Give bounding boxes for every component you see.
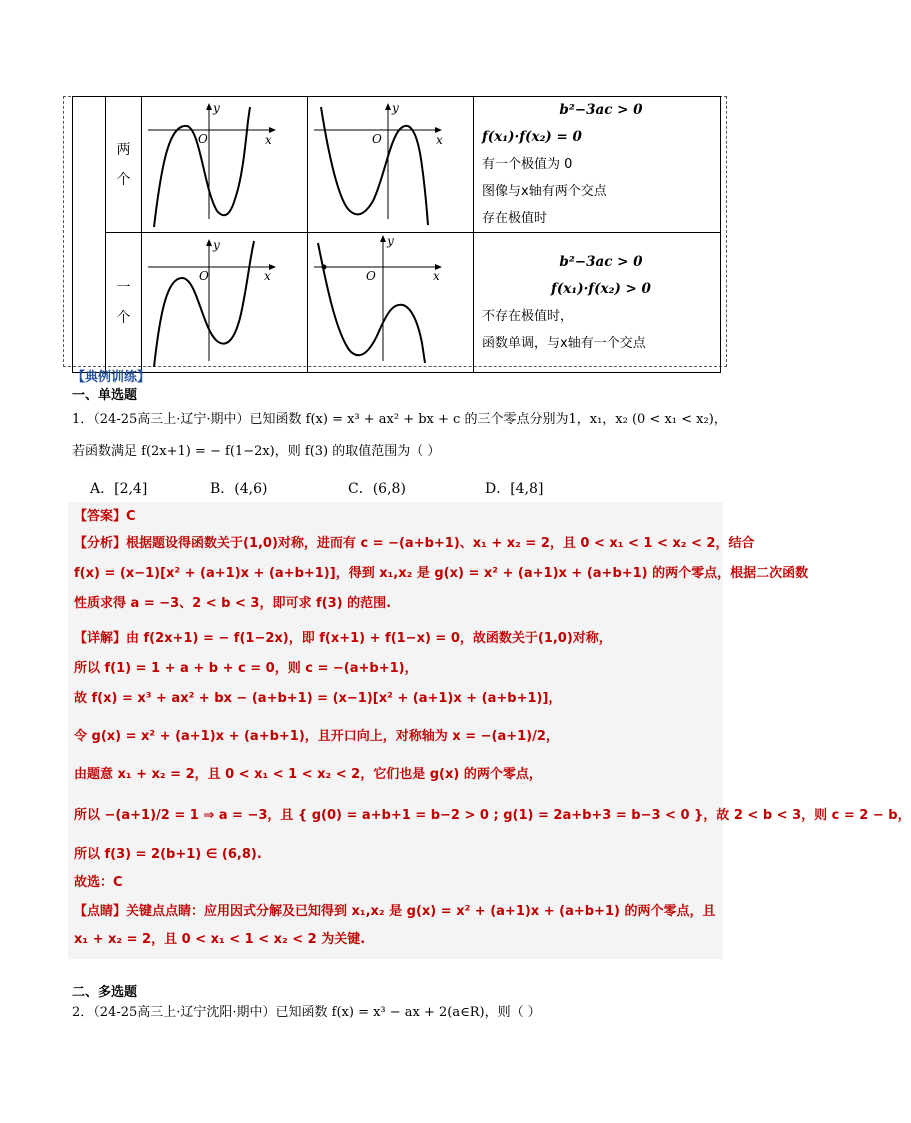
analysis-line-2: f(x) = (x−1)[x² + (a+1)x + (a+b+1)]，得到 x₁,x₂ 是 g(x) = x² + (a+1)x + (a+b+1) 的两个零点，根据二次函数	[74, 566, 809, 581]
props-two-zeros: b²−3ac > 0 f(x₁)·f(x₂) = 0 有一个极值为 0 图像与x轴有两个交点 存在极值时	[474, 97, 721, 233]
keypoint-line-2: x₁ + x₂ = 2，且 0 < x₁ < 1 < x₂ < 2 为关键.	[74, 932, 366, 947]
svg-text:O: O	[199, 269, 209, 283]
detail-line-7: 所以 f(3) = 2(b+1) ∈ (6,8).	[74, 847, 262, 862]
multi-choice-heading: 二、多选题	[72, 985, 138, 1000]
svg-text:y: y	[213, 238, 220, 252]
detail-line-3: 故 f(x) = x³ + ax² + bx − (a+b+1) = (x−1)[x² + (a+1)x + (a+b+1)]，	[74, 691, 562, 706]
detail-line-1: 【详解】由 f(2x+1) = − f(1−2x)，即 f(x+1) + f(1−x) = 0，故函数关于(1,0)对称，	[74, 631, 612, 646]
svg-text:O: O	[198, 131, 208, 146]
detail-line-2: 所以 f(1) = 1 + a + b + c = 0，则 c = −(a+b+1)，	[74, 661, 418, 676]
q1-option-a[interactable]: A．[2,4]	[90, 481, 148, 497]
svg-text:y: y	[392, 100, 399, 115]
keypoint-line-1: 【点睛】关键点点睛：应用因式分解及已知得到 x₁,x₂ 是 g(x) = x² + (a+1)x + (a+b+1) 的两个零点，且	[74, 904, 716, 919]
svg-text:y: y	[213, 100, 220, 115]
graph-two-zeros-b	[308, 97, 474, 233]
q2-stem-line1: 2．（24-25高三上·辽宁沈阳·期中）已知函数 f(x) = x³ − ax + 2(a∈R)，则（ ）	[72, 1005, 541, 1020]
props-one-zero: b²−3ac > 0 f(x₁)·f(x₂) > 0 不存在极值时， 函数单调，与x轴有一个交点	[474, 233, 721, 373]
analysis-line-1: 【分析】根据题设得函数关于(1,0)对称，进而有 c = −(a+b+1)、x₁ + x₂ = 2，且 0 < x₁ < 1 < x₂ < 2，结合	[74, 536, 755, 551]
examples-title: 【典例训练】	[72, 370, 151, 385]
row-label-one: 一 个	[106, 233, 142, 373]
q1-stem-line2: 若函数满足 f(2x+1) = − f(1−2x)，则 f(3) 的取值范围为（ ）	[72, 444, 441, 459]
svg-text:O: O	[372, 131, 382, 146]
zero-count-table	[72, 96, 721, 373]
graph-two-zeros-a	[142, 97, 308, 233]
analysis-line-3: 性质求得 a = −3、2 < b < 3，即可求 f(3) 的范围.	[74, 596, 392, 611]
single-choice-heading: 一、单选题	[72, 388, 138, 403]
row-label-two: 两 个	[106, 97, 142, 233]
q1-option-c[interactable]: C．(6,8)	[348, 481, 406, 497]
graph-one-zero-b	[308, 233, 474, 373]
svg-text:x: x	[436, 132, 443, 147]
detail-line-5: 由题意 x₁ + x₂ = 2，且 0 < x₁ < 1 < x₂ < 2，它们也是 g(x) 的两个零点，	[74, 767, 542, 782]
blank-cell	[73, 97, 106, 373]
svg-text:x: x	[264, 269, 271, 283]
q1-option-d[interactable]: D．[4,8]	[485, 481, 544, 497]
detail-line-6: 所以 −(a+1)/2 = 1 ⇒ a = −3，且 { g(0) = a+b+1 = b−2 > 0 ; g(1) = 2a+b+3 = b−3 < 0 }，故 2 < b < 3，则 c = 2 − b，	[74, 808, 911, 823]
svg-text:x: x	[433, 269, 440, 283]
q1-option-b[interactable]: B．(4,6)	[210, 481, 268, 497]
svg-text:x: x	[265, 132, 272, 147]
q1-stem-line1: 1．（24-25高三上·辽宁·期中）已知函数 f(x) = x³ + ax² + bx + c 的三个零点分别为1，x₁，x₂ (0 < x₁ < x₂)，	[72, 412, 727, 427]
choose-line: 故选：C	[74, 875, 123, 890]
svg-text:y: y	[387, 234, 394, 248]
detail-line-4: 令 g(x) = x² + (a+1)x + (a+b+1)，且开口向上，对称轴为 x = −(a+1)/2，	[74, 729, 559, 744]
svg-text:O: O	[366, 269, 376, 283]
answer-label: 【答案】C	[74, 509, 136, 524]
graph-one-zero-a	[142, 233, 308, 373]
